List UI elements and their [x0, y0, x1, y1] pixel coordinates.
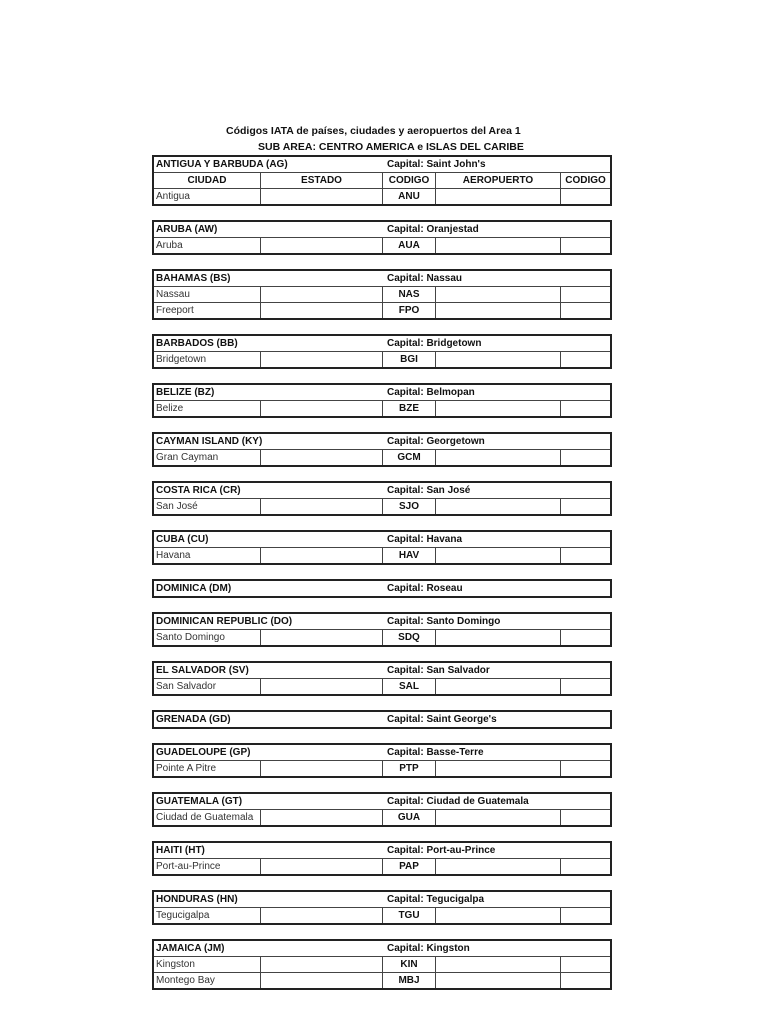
airport-cell — [435, 908, 560, 923]
airport-cell — [435, 499, 560, 514]
airport-code-cell — [560, 401, 610, 416]
column-header-row — [154, 172, 610, 188]
city-code: KIN — [382, 957, 435, 972]
airport-cell — [435, 303, 560, 318]
country-header-row — [154, 745, 610, 760]
country-name: JAMAICA (JM) — [156, 943, 225, 954]
country-name: BAHAMAS (BS) — [156, 273, 231, 284]
document-title: Códigos IATA de países, ciudades y aeropuertos del Area 1 — [226, 125, 521, 137]
country-table — [152, 612, 612, 647]
country-capital: Capital: Bridgetown — [387, 338, 482, 349]
state-cell — [260, 908, 382, 923]
airport-cell — [435, 973, 560, 988]
city-code: MBJ — [382, 973, 435, 988]
country-name: COSTA RICA (CR) — [156, 485, 241, 496]
city-row — [154, 629, 610, 645]
country-table — [152, 432, 612, 467]
country-name: EL SALVADOR (SV) — [156, 665, 249, 676]
country-name: ARUBA (AW) — [156, 224, 218, 235]
country-table — [152, 269, 612, 320]
country-table — [152, 661, 612, 696]
city-name: Kingston — [156, 959, 195, 970]
country-header-row — [154, 157, 610, 172]
country-table — [152, 841, 612, 876]
column-header: ESTADO — [260, 173, 382, 188]
state-cell — [260, 859, 382, 874]
airport-code-cell — [560, 238, 610, 253]
country-tables — [152, 155, 612, 1004]
airport-cell — [435, 761, 560, 776]
city-code: ANU — [382, 189, 435, 204]
country-table — [152, 579, 612, 598]
city-row — [154, 547, 610, 563]
city-name: Belize — [156, 403, 184, 414]
city-name: Santo Domingo — [156, 632, 225, 643]
city-code: SDQ — [382, 630, 435, 645]
city-name: Tegucigalpa — [156, 910, 210, 921]
country-capital: Capital: San José — [387, 485, 471, 496]
country-capital: Capital: Port-au-Prince — [387, 845, 496, 856]
country-header-row — [154, 794, 610, 809]
country-table — [152, 530, 612, 565]
airport-code-cell — [560, 761, 610, 776]
country-header-row — [154, 336, 610, 351]
city-name: Montego Bay — [156, 975, 215, 986]
state-cell — [260, 401, 382, 416]
country-name: BARBADOS (BB) — [156, 338, 238, 349]
city-code: TGU — [382, 908, 435, 923]
airport-code-cell — [560, 630, 610, 645]
country-name: DOMINICAN REPUBLIC (DO) — [156, 616, 293, 627]
city-name: Pointe A Pitre — [156, 763, 217, 774]
country-capital: Capital: Georgetown — [387, 436, 485, 447]
city-name: Port-au-Prince — [156, 861, 221, 872]
city-code: HAV — [382, 548, 435, 563]
airport-code-cell — [560, 499, 610, 514]
city-row — [154, 907, 610, 923]
country-name: GRENADA (GD) — [156, 714, 231, 725]
country-table — [152, 334, 612, 369]
city-row — [154, 956, 610, 972]
country-header-row — [154, 271, 610, 286]
airport-code-cell — [560, 450, 610, 465]
city-row — [154, 760, 610, 776]
state-cell — [260, 810, 382, 825]
city-name: Havana — [156, 550, 191, 561]
country-table — [152, 890, 612, 925]
country-header-row — [154, 222, 610, 237]
country-header-row — [154, 581, 610, 596]
airport-code-cell — [560, 810, 610, 825]
country-name: HONDURAS (HN) — [156, 894, 238, 905]
airport-cell — [435, 238, 560, 253]
country-capital: Capital: Oranjestad — [387, 224, 479, 235]
state-cell — [260, 761, 382, 776]
state-cell — [260, 679, 382, 694]
airport-code-cell — [560, 957, 610, 972]
city-row — [154, 972, 610, 988]
city-code: BZE — [382, 401, 435, 416]
country-capital: Capital: Havana — [387, 534, 463, 545]
state-cell — [260, 973, 382, 988]
airport-code-cell — [560, 973, 610, 988]
country-header-row — [154, 843, 610, 858]
airport-cell — [435, 548, 560, 563]
airport-cell — [435, 957, 560, 972]
airport-cell — [435, 450, 560, 465]
country-name: CAYMAN ISLAND (KY) — [156, 436, 263, 447]
city-row — [154, 302, 610, 318]
state-cell — [260, 499, 382, 514]
airport-cell — [435, 679, 560, 694]
column-header: CIUDAD — [187, 175, 227, 186]
city-row — [154, 809, 610, 825]
city-row — [154, 678, 610, 694]
city-name: Aruba — [156, 240, 183, 251]
airport-code-cell — [560, 908, 610, 923]
city-code: SAL — [382, 679, 435, 694]
country-capital: Capital: Belmopan — [387, 387, 475, 398]
column-header: CODIGO — [382, 173, 435, 188]
airport-code-cell — [560, 287, 610, 302]
state-cell — [260, 287, 382, 302]
country-capital: Capital: San Salvador — [387, 665, 490, 676]
city-row — [154, 351, 610, 367]
city-name: Nassau — [156, 289, 190, 300]
airport-cell — [435, 287, 560, 302]
country-table — [152, 220, 612, 255]
city-row — [154, 858, 610, 874]
state-cell — [260, 238, 382, 253]
city-code: GCM — [382, 450, 435, 465]
country-table — [152, 383, 612, 418]
city-row — [154, 188, 610, 204]
airport-cell — [435, 189, 560, 204]
state-cell — [260, 189, 382, 204]
column-header: CODIGO — [560, 173, 610, 188]
country-header-row — [154, 532, 610, 547]
country-capital: Capital: Kingston — [387, 943, 470, 954]
country-header-row — [154, 434, 610, 449]
city-name: Gran Cayman — [156, 452, 219, 463]
country-name: HAITI (HT) — [156, 845, 205, 856]
state-cell — [260, 352, 382, 367]
country-capital: Capital: Basse-Terre — [387, 747, 484, 758]
airport-code-cell — [560, 303, 610, 318]
country-header-row — [154, 614, 610, 629]
column-header: AEROPUERTO — [435, 173, 560, 188]
country-header-row — [154, 663, 610, 678]
city-code: NAS — [382, 287, 435, 302]
country-name: GUADELOUPE (GP) — [156, 747, 251, 758]
airport-code-cell — [560, 679, 610, 694]
state-cell — [260, 303, 382, 318]
state-cell — [260, 548, 382, 563]
document-subtitle: SUB AREA: CENTRO AMERICA e ISLAS DEL CARIBE — [258, 141, 524, 153]
airport-cell — [435, 859, 560, 874]
city-name: Freeport — [156, 305, 194, 316]
country-table — [152, 481, 612, 516]
country-table — [152, 710, 612, 729]
country-header-row — [154, 892, 610, 907]
city-name: Ciudad de Guatemala — [156, 812, 254, 823]
city-name: San Salvador — [156, 681, 217, 692]
airport-code-cell — [560, 189, 610, 204]
city-name: San José — [156, 501, 198, 512]
country-capital: Capital: Saint John's — [387, 159, 486, 170]
country-table — [152, 792, 612, 827]
airport-cell — [435, 401, 560, 416]
airport-code-cell — [560, 548, 610, 563]
country-name: GUATEMALA (GT) — [156, 796, 243, 807]
city-code: BGI — [382, 352, 435, 367]
city-row — [154, 237, 610, 253]
airport-code-cell — [560, 859, 610, 874]
country-name: DOMINICA (DM) — [156, 583, 232, 594]
country-header-row — [154, 941, 610, 956]
city-row — [154, 449, 610, 465]
airport-code-cell — [560, 352, 610, 367]
city-code: SJO — [382, 499, 435, 514]
country-capital: Capital: Tegucigalpa — [387, 894, 485, 905]
country-name: CUBA (CU) — [156, 534, 209, 545]
country-table — [152, 743, 612, 778]
country-name: ANTIGUA Y BARBUDA (AG) — [156, 159, 288, 170]
state-cell — [260, 630, 382, 645]
country-table — [152, 939, 612, 990]
state-cell — [260, 450, 382, 465]
country-header-row — [154, 483, 610, 498]
city-row — [154, 286, 610, 302]
airport-cell — [435, 810, 560, 825]
country-capital: Capital: Nassau — [387, 273, 463, 284]
country-header-row — [154, 385, 610, 400]
city-name: Antigua — [156, 191, 190, 202]
country-header-row — [154, 712, 610, 727]
city-name: Bridgetown — [156, 354, 207, 365]
country-table — [152, 155, 612, 206]
city-code: PTP — [382, 761, 435, 776]
country-capital: Capital: Saint George's — [387, 714, 497, 725]
country-capital: Capital: Roseau — [387, 583, 463, 594]
city-code: PAP — [382, 859, 435, 874]
city-code: AUA — [382, 238, 435, 253]
city-code: GUA — [382, 810, 435, 825]
country-name: BELIZE (BZ) — [156, 387, 215, 398]
country-capital: Capital: Ciudad de Guatemala — [387, 796, 529, 807]
airport-cell — [435, 352, 560, 367]
city-row — [154, 400, 610, 416]
city-row — [154, 498, 610, 514]
country-capital: Capital: Santo Domingo — [387, 616, 501, 627]
state-cell — [260, 957, 382, 972]
airport-cell — [435, 630, 560, 645]
city-code: FPO — [382, 303, 435, 318]
